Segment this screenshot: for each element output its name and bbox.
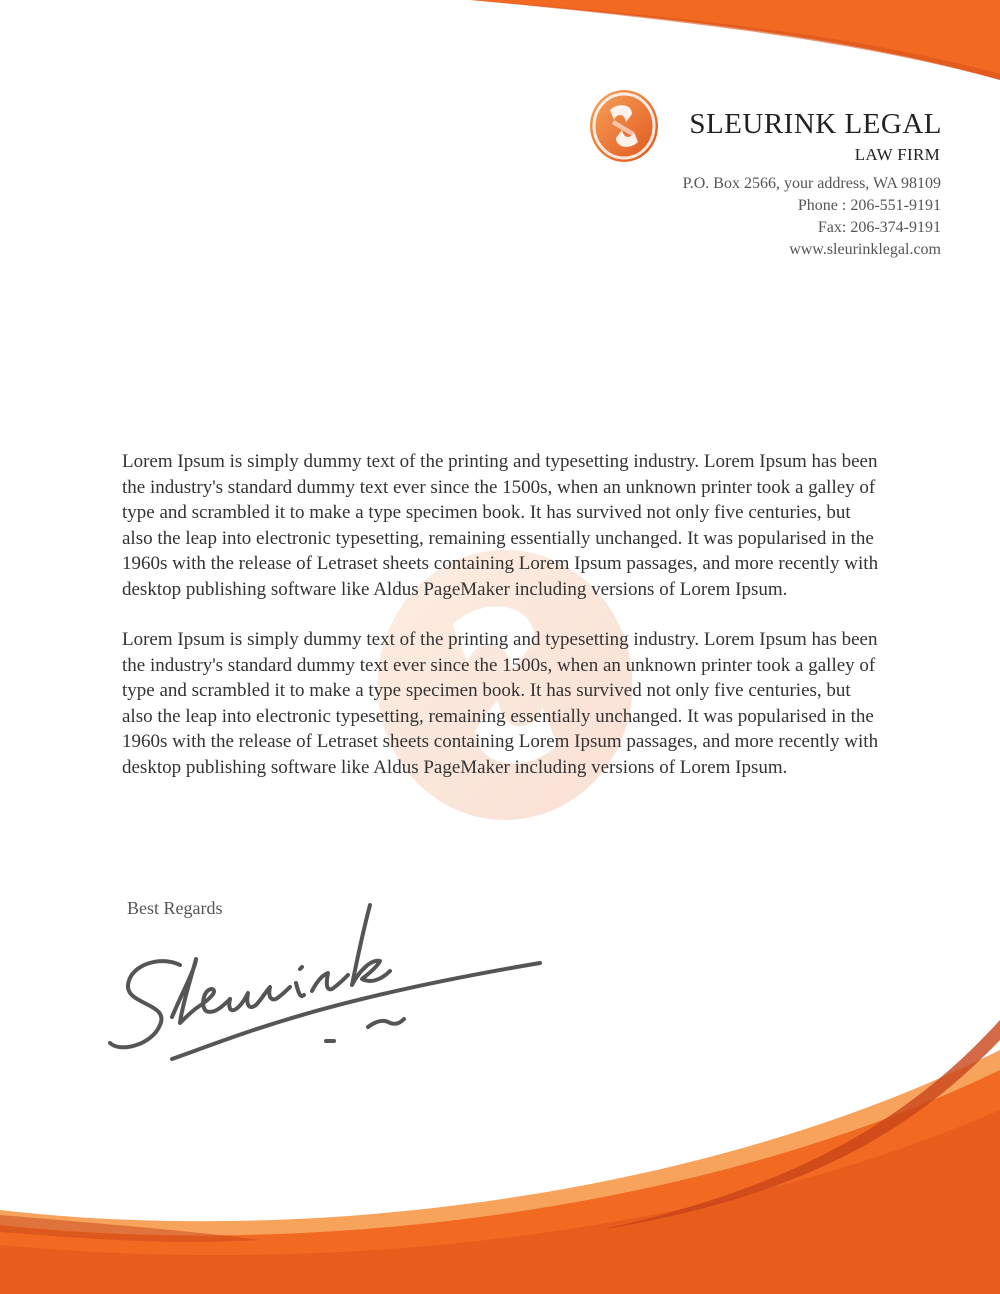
body-paragraph-1: Lorem Ipsum is simply dummy text of the printing and typesetting industry. Lorem Ipsum has been the industry's standard dummy text ever since the 1500s, when an unknown printer took a galley of type and scrambled it to make a type specimen book. It has survived not only five centuries, but also the leap into electronic typesetting, remaining essentially unchanged. It was popularised in the 1960s with the release of Letraset sheets containing Lorem Ipsum passages, and more recently with desktop publishing software like Aldus PageMaker including versions of Lorem Ipsum.: [122, 451, 879, 600]
body-paragraph-2: Lorem Ipsum is simply dummy text of the printing and typesetting industry. Lorem Ipsum has been the industry's standard dummy text ever since the 1500s, when an unknown printer took a galley of type and scrambled it to make a type specimen book. It has survived not only five centuries, but also the leap into electronic typesetting, remaining essentially unchanged. It was popularised in the 1960s with the release of Letraset sheets containing Lorem Ipsum passages, and more recently with desktop publishing software like Aldus PageMaker including versions of Lorem Ipsum.: [122, 629, 879, 778]
contact-block: [683, 173, 941, 261]
s-monogram-logo-icon: [588, 88, 660, 164]
handwritten-signature: [100, 895, 560, 1075]
company-name: SLEURINK LEGAL: [689, 108, 942, 140]
contact-address: P.O. Box 2566, your address, WA 98109: [682, 175, 941, 192]
contact-phone: Phone : 206-551-9191: [797, 197, 941, 214]
contact-fax: Fax: 206-374-9191: [817, 219, 941, 236]
letter-body: [122, 449, 882, 805]
company-subtitle: LAW FIRM: [854, 145, 940, 164]
contact-website: www.sleurinklegal.com: [789, 241, 941, 258]
closing-text: Best Regards: [127, 898, 223, 918]
